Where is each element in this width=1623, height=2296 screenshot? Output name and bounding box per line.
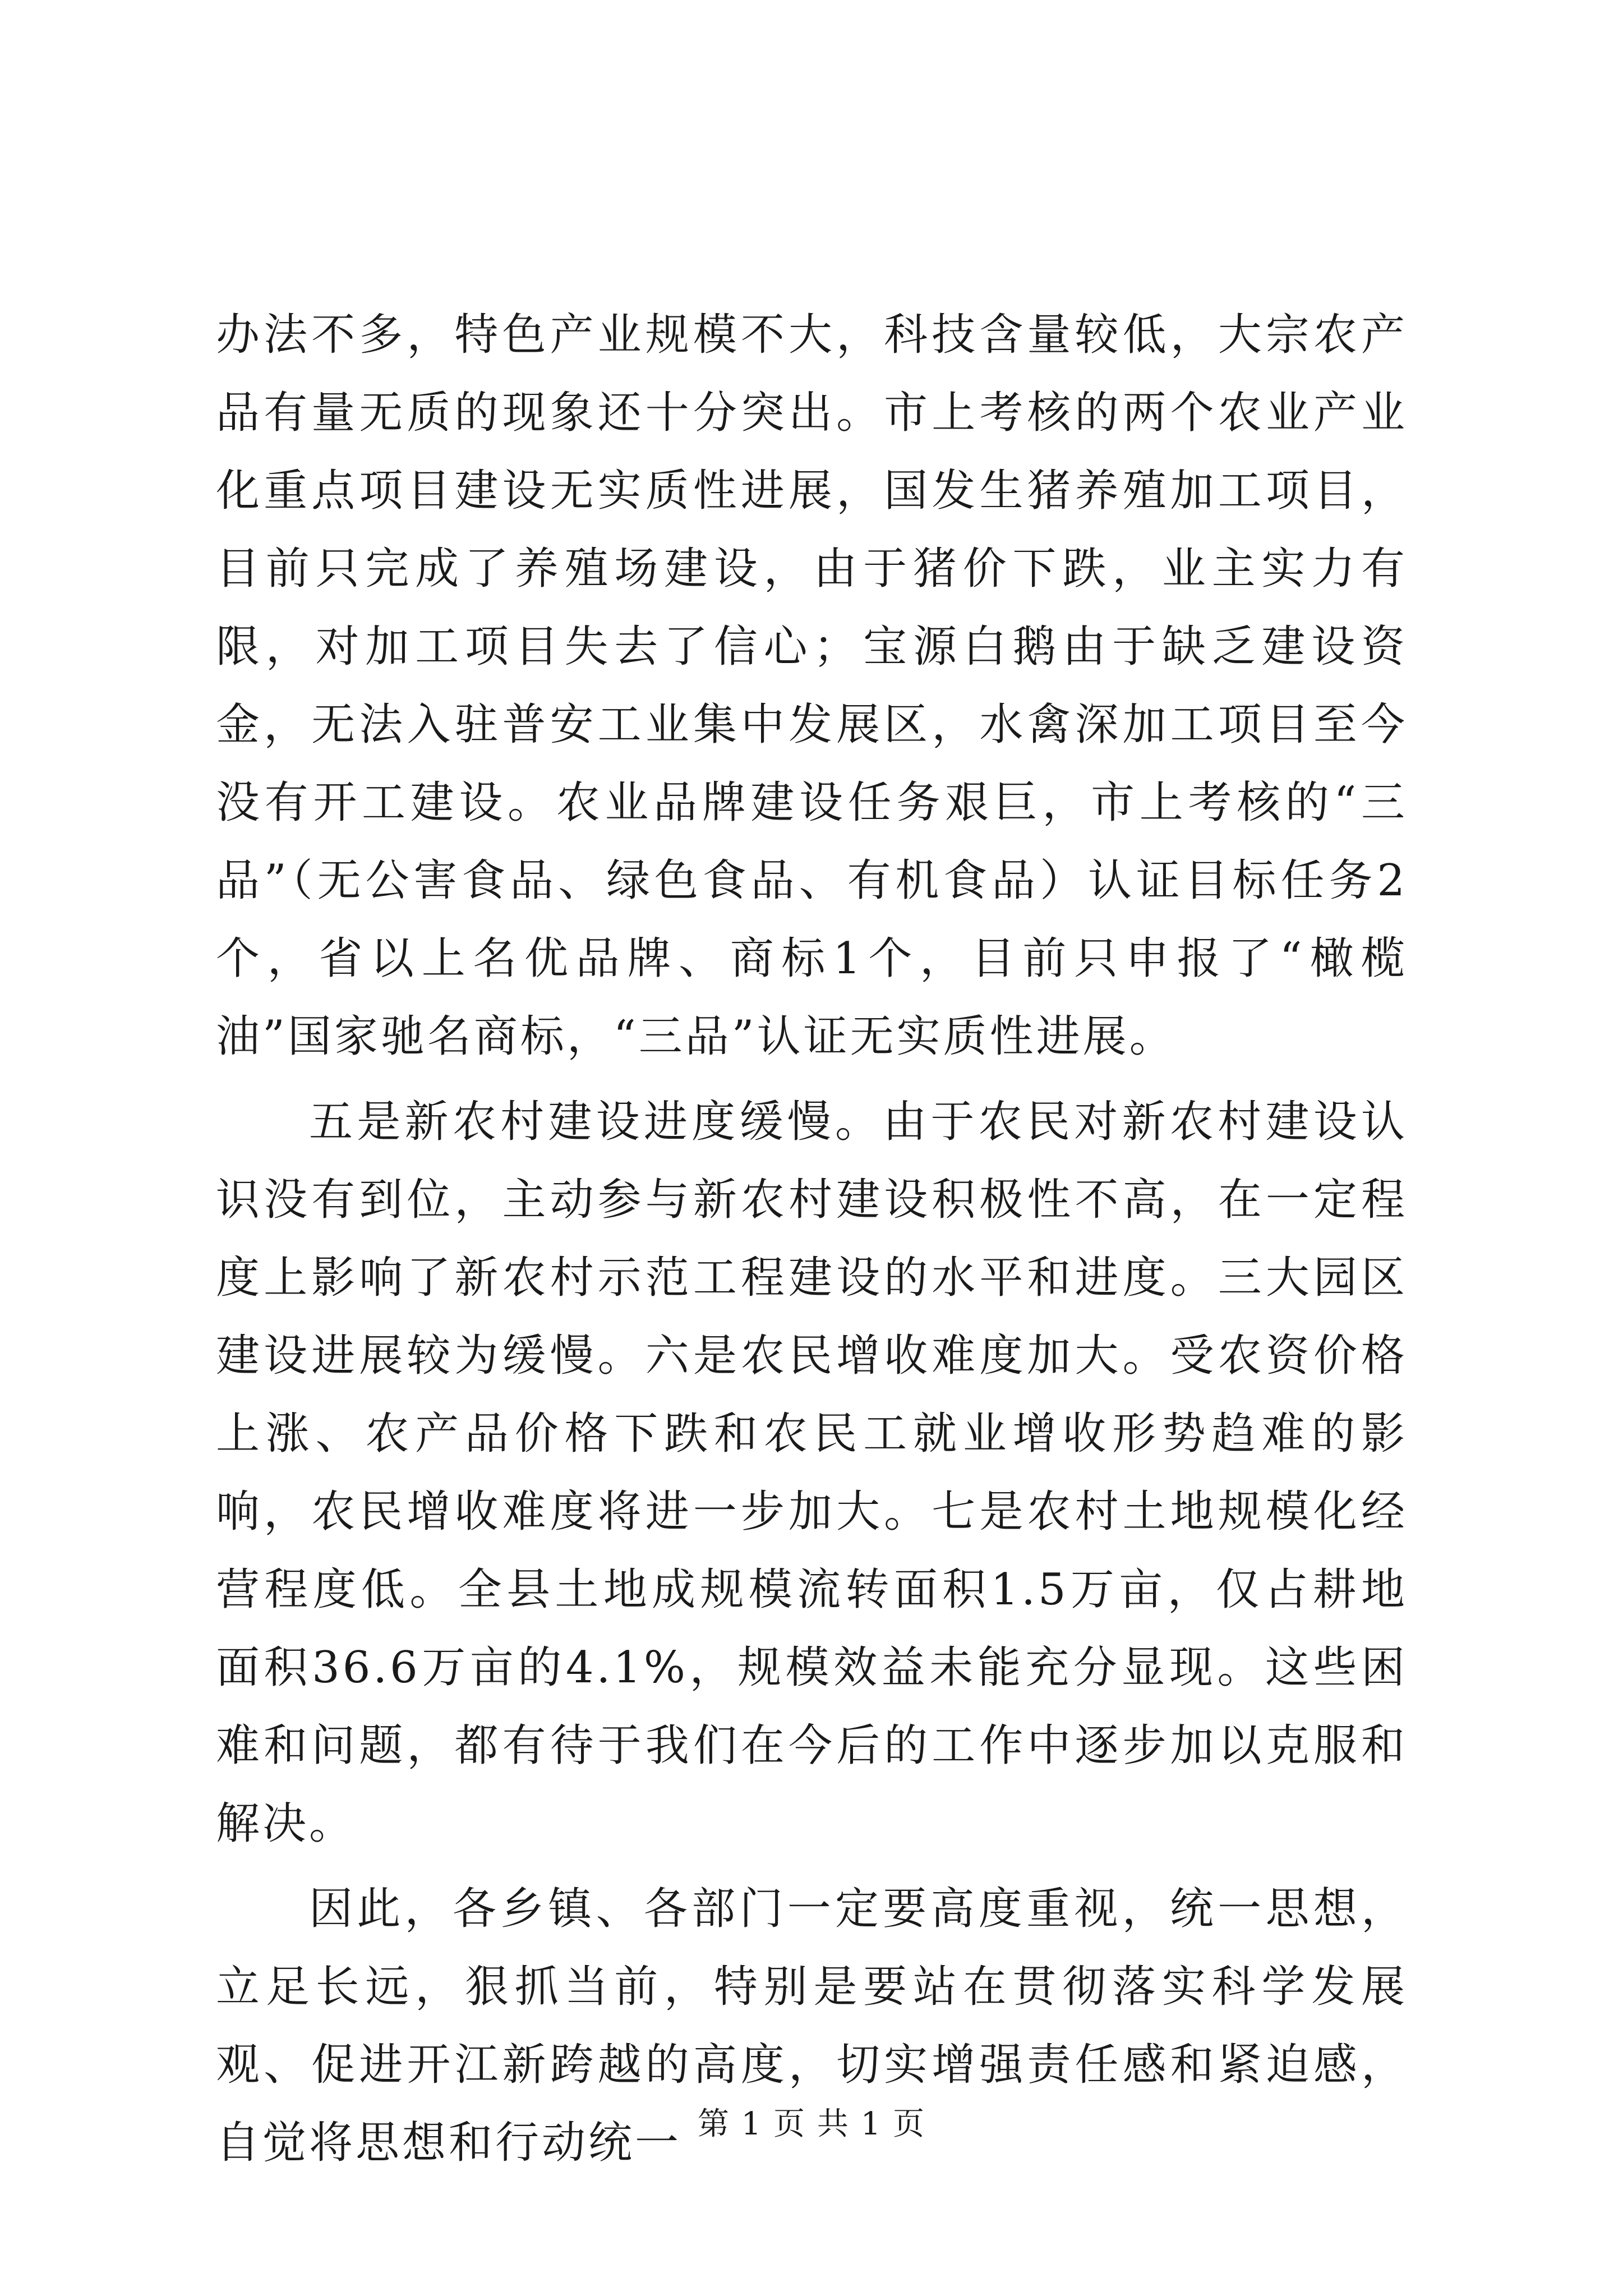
document-body <box>216 296 1408 2182</box>
page-footer: 第 1 页 共 1 页 <box>697 2106 926 2142</box>
paragraph-conclusion: 因此，各乡镇、各部门一定要高度重视，统一思想，立足长远，狠抓当前，特别是要站在贯彻落实科学发展观、促进开江新跨越的高度，切实增强责任感和紧迫感，自觉将思想和行动统一 <box>216 1884 1408 2168</box>
paragraph-rural-construction: 五是新农村建设进度缓慢。由于农民对新农村建设认识没有到位，主动参与新农村建设积极性不高，在一定程度上影响了新农村示范工程建设的水平和进度。三大园区建设进展较为缓慢。六是农民增收难度加大。受农资价格上涨、农产品价格下跌和农民工就业增收形势趋难的影响，农民增收难度将进一步加大。七是农村土地规模化经营程度低。全县土地成规模流转面积1.5万亩，仅占耕地面积36.6万亩的4.1%，规模效益未能充分显现。这些困难和问题，都有待于我们在今后的工作中逐步加以克服和解决。 <box>216 1097 1408 1849</box>
paragraph-continuation: 办法不多，特色产业规模不大，科技含量较低，大宗农产品有量无质的现象还十分突出。市上考核的两个农业产业化重点项目建设无实质性进展，国发生猪养殖加工项目，目前只完成了养殖场建设，由于猪价下跌，业主实力有限，对加工项目失去了信心；宝源白鹅由于缺乏建设资金，无法入驻普安工业集中发展区，水禽深加工项目至今没有开工建设。农业品牌建设任务艰巨，市上考核的“三品”（无公害食品、绿色食品、有机食品）认证目标任务2个，省以上名优品牌、商标1个，目前只申报了“橄榄油”国家驰名商标，“三品”认证无实质性进展。 <box>216 310 1408 1062</box>
